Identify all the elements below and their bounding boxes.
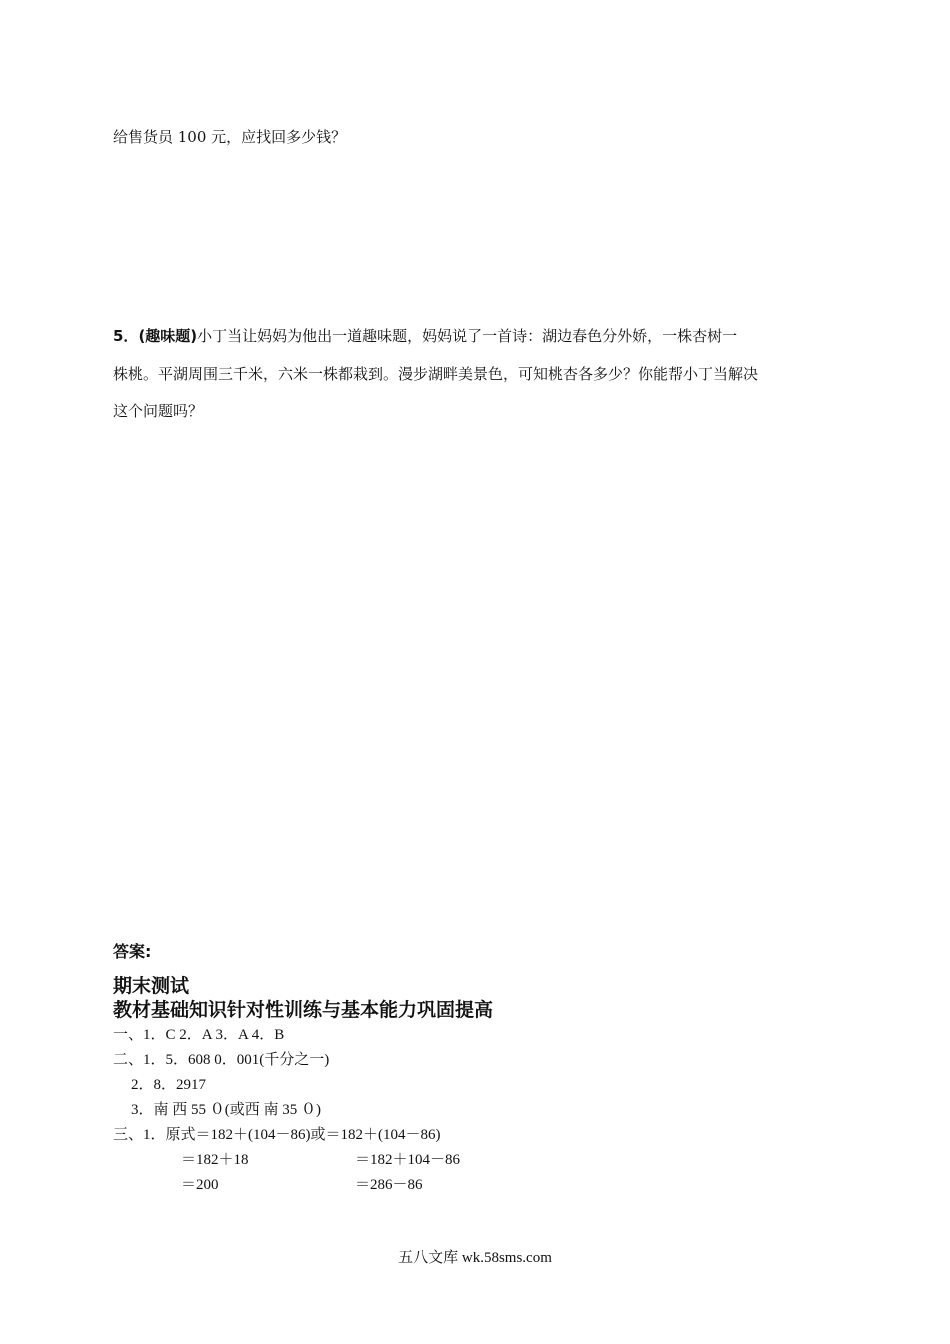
answers-label: 答案: (113, 942, 152, 961)
answers-title-2: 教材基础知识针对性训练与基本能力巩固提高 (113, 999, 494, 1021)
question5-tag: (趣味题) (138, 327, 198, 345)
answer-line: 2．8．2917 (131, 1077, 207, 1093)
question5-number: 5． (113, 327, 139, 345)
calc-left-step: ＝200 (181, 1177, 219, 1193)
answer-line: 三、1．原式＝182＋(104－86)或＝182＋(104－86) (113, 1127, 441, 1143)
question5-line3: 这个问题吗？ (113, 402, 204, 420)
answer-line: 二、1．5．608 0．001(千分之一) (113, 1052, 330, 1068)
question5-line2: 株桃。平湖周围三千米，六米一株都栽到。漫步湖畔美景色，可知桃杏各多少？你能帮小丁当解决 (113, 365, 759, 383)
page-footer: 五八文库 wk.58sms.com (398, 1250, 552, 1266)
answer-line: 3．南 西 55 ０(或西 南 35 ０) (131, 1102, 321, 1118)
calc-left-step: ＝182＋18 (181, 1152, 249, 1168)
question4-tail: 给售货员 100 元，应找回多少钱？ (113, 128, 347, 146)
calc-right-step: ＝286－86 (355, 1177, 423, 1193)
question5-line1 (113, 326, 737, 346)
question5-text-1: 小丁当让妈妈为他出一道趣味题，妈妈说了一首诗：湖边春色分外娇，一株杏树一 (197, 327, 738, 345)
calc-right-step: ＝182＋104－86 (355, 1152, 461, 1168)
answers-title-1: 期末测试 (113, 975, 190, 997)
answer-line: 一、1．C 2．A 3．A 4．B (113, 1027, 285, 1043)
